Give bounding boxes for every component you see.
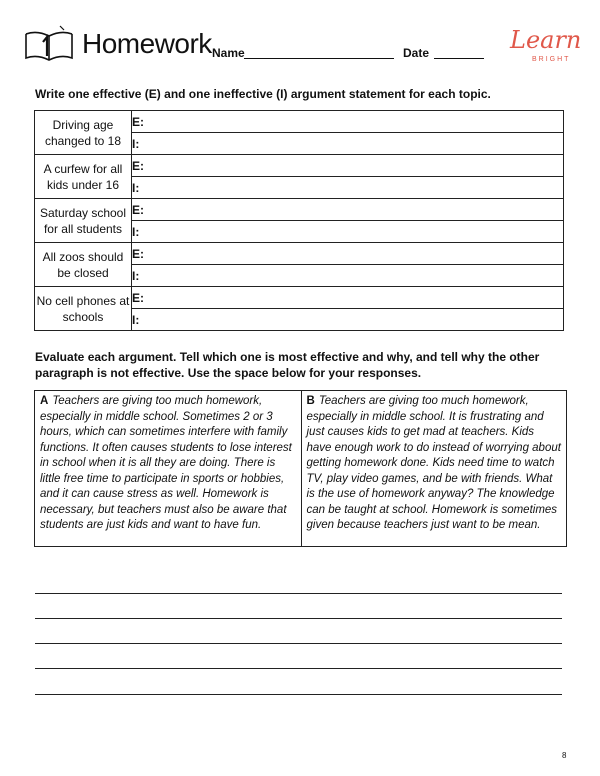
topic-line: be closed (57, 265, 109, 280)
instructions-part1: Write one effective (E) and one ineffective (I) argument statement for each topic. (35, 87, 491, 101)
page-title: Homework (82, 28, 212, 59)
argument-a-label: A (40, 395, 49, 407)
ineffective-answer-cell[interactable] (132, 265, 564, 287)
effective-answer-cell[interactable] (132, 243, 564, 265)
response-line[interactable] (35, 668, 562, 669)
effective-label: E: (132, 202, 144, 217)
ineffective-label: I: (132, 312, 140, 327)
table-row (35, 155, 564, 177)
topic-line: No cell phones at (36, 293, 130, 308)
topic-line: schools (62, 309, 104, 324)
effective-label: E: (132, 246, 144, 261)
effective-answer-cell[interactable] (132, 111, 564, 133)
ineffective-label: I: (132, 180, 140, 195)
topic-line: for all students (43, 221, 123, 236)
effective-label: E: (132, 158, 144, 173)
topic-line: Driving age (52, 117, 114, 132)
instructions-part2: Evaluate each argument. Tell which one is most effective and why, and tell why the other paragraph is not effective. Use the space below for your responses. (35, 350, 540, 380)
response-line[interactable] (35, 694, 562, 695)
ineffective-answer-cell[interactable] (132, 221, 564, 243)
ineffective-label: I: (132, 268, 140, 283)
logo-learn-text: Learn (510, 26, 582, 54)
table-row (35, 243, 564, 265)
effective-answer-cell[interactable] (132, 155, 564, 177)
effective-label: E: (132, 290, 144, 305)
argument-b (301, 391, 567, 546)
table-row (35, 287, 564, 309)
topics-table (34, 110, 564, 331)
table-row (35, 111, 564, 133)
topic-line: changed to 18 (44, 133, 122, 148)
worksheet-header (22, 22, 582, 72)
topic-line: Saturday school (39, 205, 127, 220)
topic-cell (35, 243, 132, 287)
ineffective-label: I: (132, 224, 140, 239)
argument-a-text: Teachers are giving too much homework, especially in middle school. Sometimes 2 or 3 hours, which can sometimes interfere with family functions. It often causes students to lose interest in school when it is all they are doing. There is little free time to participate in sports or hobbies, and it can cause stress as well. Homework is necessary, but teachers must also be aware that students are just kids and want to have fun. (40, 395, 292, 531)
ineffective-answer-cell[interactable] (132, 309, 564, 331)
learn-bright-logo (510, 26, 582, 72)
topic-line: All zoos should (42, 249, 124, 264)
effective-label: E: (132, 114, 144, 129)
argument-b-text: Teachers are giving too much homework, especially in middle school. It is frustrating and just causes kids to get mad at teachers. Kids have enough work to do instead of worrying about getting homework done. Kids need time to watch TV, play video games, and be with friends. What is the use of homework anyway? The knowledge can be taught at school. Homework is sometimes given because teachers just want to be mean. (306, 395, 561, 531)
topic-cell (35, 199, 132, 243)
topic-line: A curfew for all (43, 161, 123, 176)
book-icon (24, 24, 74, 64)
table-row (35, 199, 564, 221)
arguments-box (34, 390, 567, 547)
page-number: 8 (562, 751, 567, 760)
topic-cell (35, 111, 132, 155)
response-line[interactable] (35, 643, 562, 644)
argument-b-label: B (306, 395, 315, 407)
response-line[interactable] (35, 593, 562, 594)
ineffective-answer-cell[interactable] (132, 133, 564, 155)
name-field[interactable] (244, 58, 394, 59)
logo-bright-text: BRIGHT (532, 56, 571, 63)
topic-cell (35, 155, 132, 199)
ineffective-answer-cell[interactable] (132, 177, 564, 199)
effective-answer-cell[interactable] (132, 199, 564, 221)
topic-line: kids under 16 (46, 177, 120, 192)
effective-answer-cell[interactable] (132, 287, 564, 309)
topic-cell (35, 287, 132, 331)
date-label: Date (403, 46, 430, 60)
argument-a (35, 391, 301, 546)
date-field[interactable] (434, 58, 484, 59)
response-line[interactable] (35, 618, 562, 619)
ineffective-label: I: (132, 136, 140, 151)
name-label: Name (212, 46, 245, 60)
